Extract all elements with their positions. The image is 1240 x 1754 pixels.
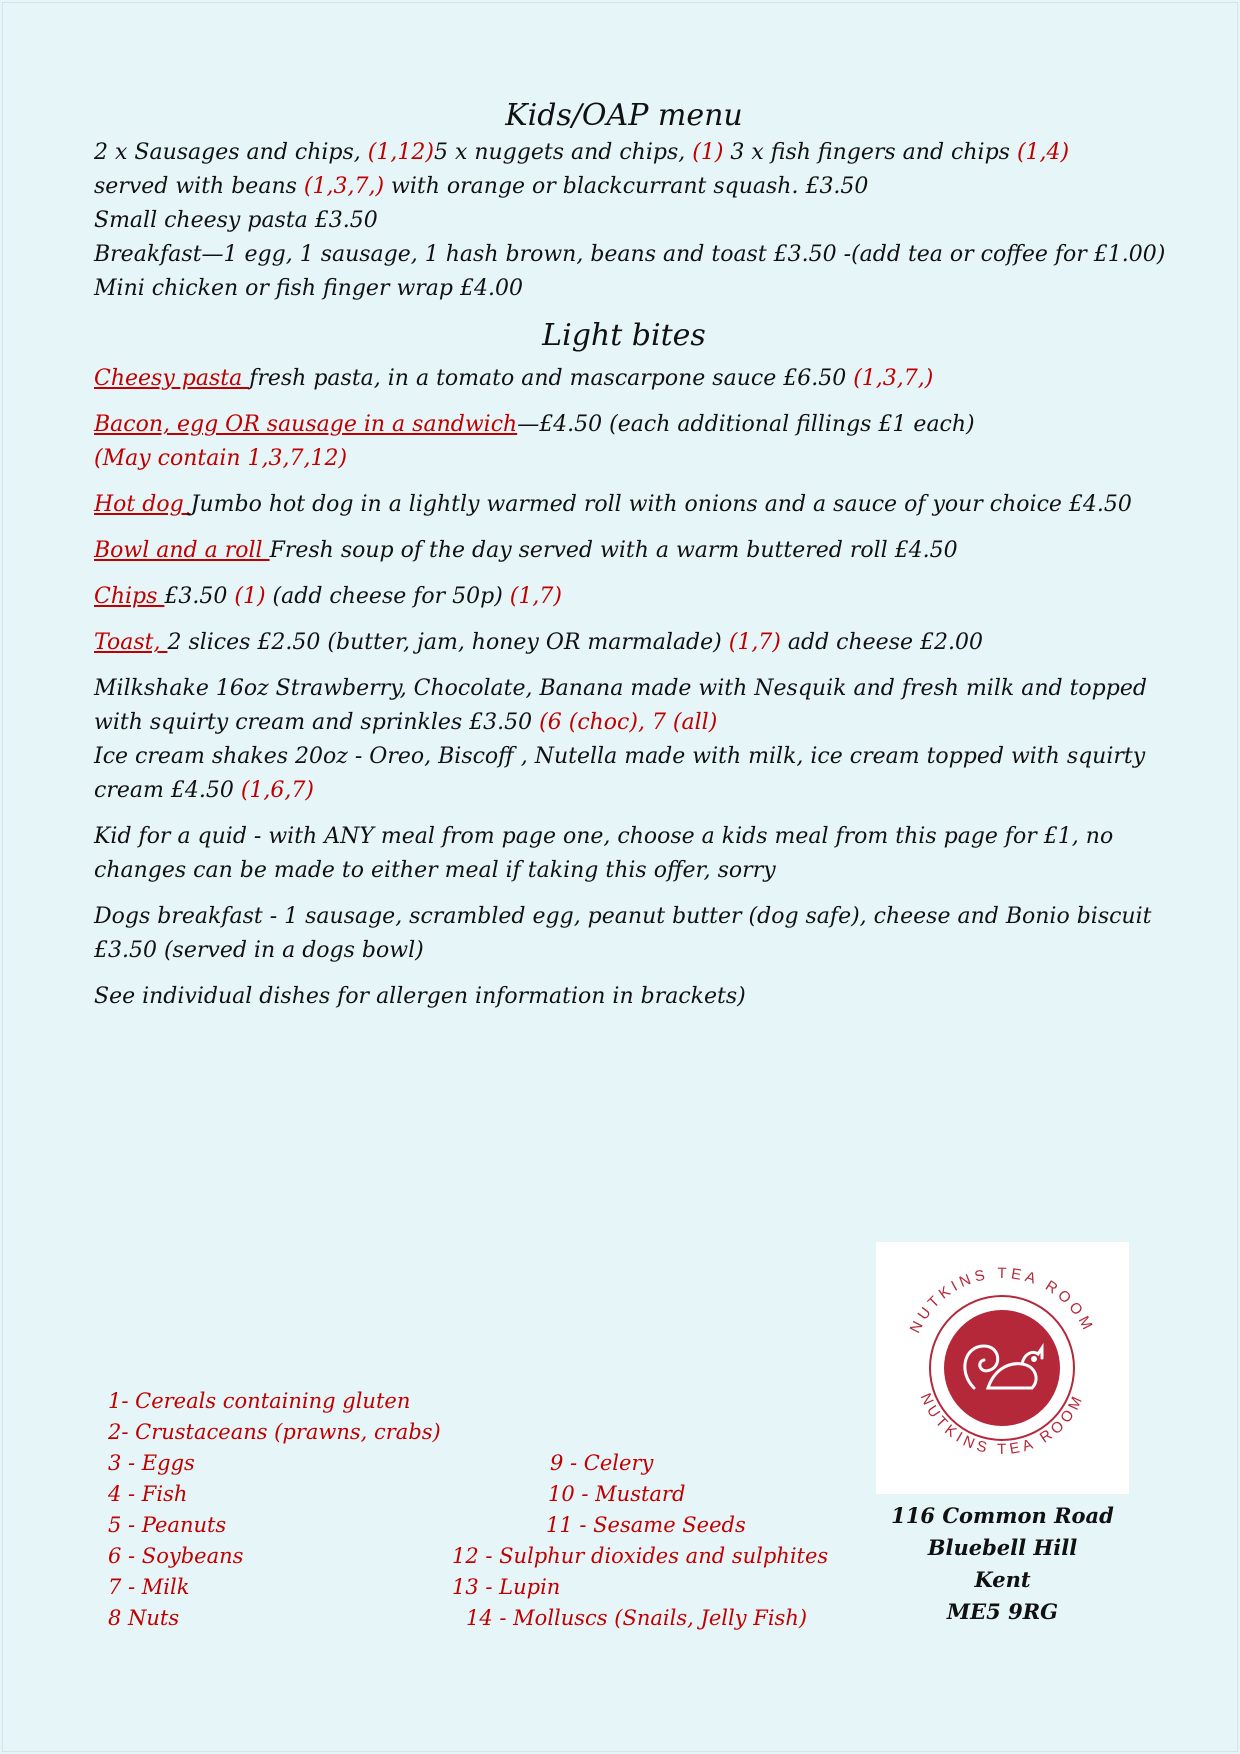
text: 2 x Sausages and chips, bbox=[94, 140, 368, 165]
text: with orange or blackcurrant squash. £3.50 bbox=[384, 174, 869, 199]
item-ice-cream-shakes bbox=[94, 740, 1154, 808]
item-chips bbox=[94, 580, 1154, 614]
kids-item-line-2 bbox=[94, 170, 1154, 204]
item-desc: with squirty cream and sprinkles £3.50 bbox=[94, 710, 540, 735]
allergen-legend-left bbox=[108, 1386, 441, 1634]
dogs-breakfast bbox=[94, 900, 1154, 968]
allergen-code: (1,7) bbox=[509, 584, 562, 609]
text: served with beans bbox=[94, 174, 304, 199]
light-bites-title: Light bites bbox=[542, 318, 706, 353]
text: 3 x fish fingers and chips bbox=[723, 140, 1017, 165]
allergen-code: (1,7) bbox=[728, 630, 781, 655]
item-desc: (add cheese for 50p) bbox=[265, 584, 510, 609]
allergen-code: (6 (choc), 7 (all) bbox=[539, 710, 718, 735]
allergen-code: (1,3,7,) bbox=[303, 174, 385, 199]
address-line: Bluebell Hill bbox=[927, 1535, 1078, 1560]
item-bacon-sandwich bbox=[94, 408, 1154, 476]
logo-text-bottom: NUTKINS TEA ROOM bbox=[916, 1390, 1088, 1459]
allergen-legend-item: 4 - Fish bbox=[108, 1482, 188, 1506]
allergen-legend-item: 6 - Soybeans bbox=[108, 1544, 244, 1568]
kid-for-a-quid bbox=[94, 820, 1154, 888]
kids-menu-title: Kids/OAP menu bbox=[505, 98, 743, 133]
allergen-legend-right bbox=[448, 1448, 828, 1634]
item-toast bbox=[94, 626, 1154, 660]
kids-item-line-1 bbox=[94, 136, 1154, 170]
offer-text: changes can be made to either meal if taking this offer, sorry bbox=[94, 858, 776, 883]
address-line: Kent bbox=[974, 1567, 1031, 1592]
item-name: Bacon, egg OR sausage in a sandwich bbox=[94, 412, 518, 437]
item-milkshake bbox=[94, 672, 1154, 740]
item-desc: Dogs breakfast - 1 sausage, scrambled egg, peanut butter (dog safe), cheese and Bonio biscuit bbox=[94, 904, 1152, 929]
allergen-legend-item: 11 - Sesame Seeds bbox=[546, 1513, 746, 1537]
offer-text: Kid for a quid - with ANY meal from page one, choose a kids meal from this page for £1, no bbox=[94, 824, 1114, 849]
allergen-code: (1,3,7,) bbox=[853, 366, 934, 391]
allergen-legend-item: 8 Nuts bbox=[108, 1606, 180, 1630]
item-desc: 2 slices £2.50 (butter, jam, honey OR marmalade) bbox=[167, 630, 729, 655]
item-desc: cream £4.50 bbox=[94, 778, 241, 803]
item-desc: Fresh soup of the day served with a warm buttered roll £4.50 bbox=[269, 538, 958, 563]
squirrel-logo-icon bbox=[876, 1242, 1129, 1494]
item-name: Toast, bbox=[94, 630, 168, 655]
logo-text-top: NUTKINS TEA ROOM bbox=[906, 1264, 1098, 1336]
allergen-legend-item: 1- Cereals containing gluten bbox=[108, 1389, 411, 1413]
allergen-legend-item: 5 - Peanuts bbox=[108, 1513, 227, 1537]
allergen-legend-item: 14 - Molluscs (Snails, Jelly Fish) bbox=[466, 1606, 808, 1630]
item-desc: fresh pasta, in a tomato and mascarpone sauce £6.50 bbox=[249, 366, 854, 391]
kids-item-breakfast: Breakfast—1 egg, 1 sausage, 1 hash brown, beans and toast £3.50 -(add tea or coffee for £1.00) bbox=[94, 242, 1166, 267]
item-cheesy-pasta bbox=[94, 362, 1154, 396]
kids-item-cheesy-pasta: Small cheesy pasta £3.50 bbox=[94, 208, 378, 233]
item-desc: £3.50 (served in a dogs bowl) bbox=[94, 938, 424, 963]
allergen-code: (1) bbox=[234, 584, 266, 609]
allergen-code: (May contain 1,3,7,12) bbox=[94, 446, 348, 471]
allergen-code: (1) bbox=[692, 140, 724, 165]
item-desc: Jumbo hot dog in a lightly warmed roll with onions and a sauce of your choice £4.50 bbox=[190, 492, 1132, 517]
allergen-legend-item: 3 - Eggs bbox=[108, 1451, 195, 1475]
text: 5 x nuggets and chips, bbox=[433, 140, 693, 165]
item-name: Chips bbox=[94, 584, 165, 609]
allergen-legend-item: 10 - Mustard bbox=[548, 1482, 686, 1506]
kids-item-wrap: Mini chicken or fish finger wrap £4.00 bbox=[94, 276, 523, 301]
allergen-legend-item: 9 - Celery bbox=[550, 1451, 654, 1475]
item-name: Hot dog bbox=[94, 492, 191, 517]
allergen-code: (1,4) bbox=[1016, 140, 1070, 165]
menu-content bbox=[94, 96, 1166, 1014]
item-desc: Milkshake 16oz Strawberry, Chocolate, Banana made with Nesquik and fresh milk and topped bbox=[94, 676, 1147, 701]
allergen-code: (1,12) bbox=[367, 140, 434, 165]
allergen-note: See individual dishes for allergen information in brackets) bbox=[94, 984, 746, 1009]
item-name: Bowl and a roll bbox=[94, 538, 270, 563]
nutkins-logo bbox=[876, 1242, 1129, 1494]
address-block bbox=[876, 1500, 1129, 1628]
allergen-legend-item: 7 - Milk bbox=[108, 1575, 190, 1599]
item-hot-dog bbox=[94, 488, 1154, 522]
allergen-legend-item: 12 - Sulphur dioxides and sulphites bbox=[452, 1544, 829, 1568]
item-price: £3.50 bbox=[164, 584, 235, 609]
address-line: ME5 9RG bbox=[946, 1599, 1059, 1624]
item-bowl-and-roll bbox=[94, 534, 1154, 568]
item-desc: add cheese £2.00 bbox=[780, 630, 983, 655]
allergen-legend-item: 2- Crustaceans (prawns, crabs) bbox=[108, 1420, 441, 1444]
item-name: Cheesy pasta bbox=[94, 366, 250, 391]
address-line: 116 Common Road bbox=[891, 1503, 1114, 1528]
item-desc: —£4.50 (each additional fillings £1 each) bbox=[517, 412, 975, 437]
allergen-code: (1,6,7) bbox=[240, 778, 314, 803]
item-desc: Ice cream shakes 20oz - Oreo, Biscoff , Nutella made with milk, ice cream topped with squirty bbox=[94, 744, 1146, 769]
allergen-legend-item: 13 - Lupin bbox=[452, 1575, 561, 1599]
